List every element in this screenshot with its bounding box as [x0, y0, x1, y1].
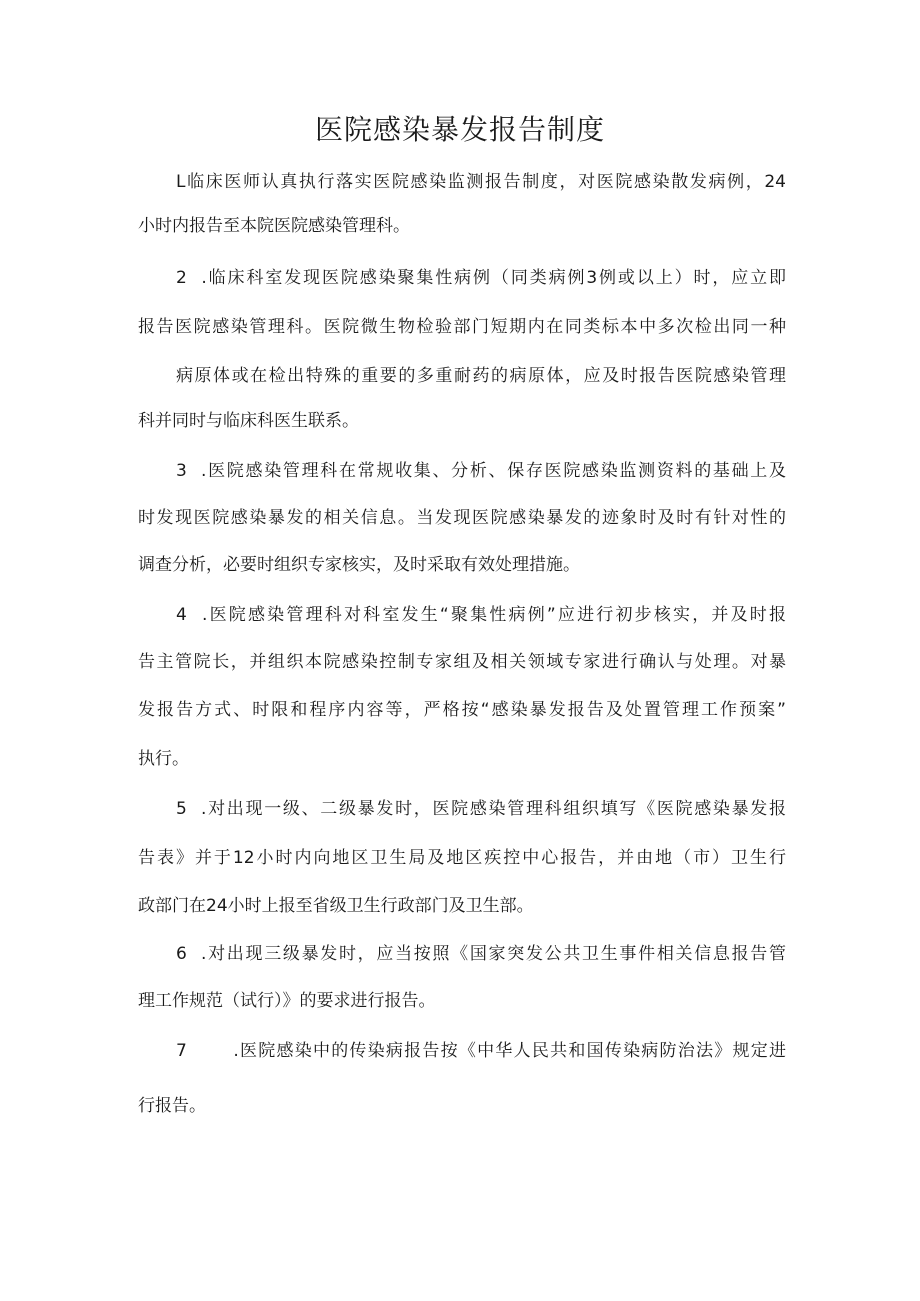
paragraph-2-line-2: 报告医院感染管理科。医院微生物检验部门短期内在同类标本中多次检出同一种: [138, 317, 786, 337]
paragraph-5-line-1: 5 .对出现一级、二级暴发时，医院感染管理科组织填写《医院感染暴发报: [176, 799, 786, 819]
paragraph-3-line-1: 3 .医院感染管理科在常规收集、分析、保存医院感染监测资料的基础上及: [176, 461, 786, 481]
paragraph-5-line-3: 政部门在24小时上报至省级卫生行政部门及卫生部。: [138, 896, 534, 916]
paragraph-2-line-3: 病原体或在检出特殊的重要的多重耐药的病原体，应及时报告医院感染管理: [176, 366, 786, 386]
paragraph-4-line-3: 发报告方式、时限和程序内容等，严格按“感染暴发报告及处置管理工作预案”: [138, 700, 786, 720]
paragraph-1-line-2: 小时内报告至本院医院感染管理科。: [138, 216, 410, 236]
paragraph-4-line-4: 执行。: [138, 749, 189, 769]
paragraph-6-line-2: 理工作规范（试行）》的要求进行报告。: [138, 991, 436, 1011]
paragraph-4-line-1: 4 .医院感染管理科对科室发生“聚集性病例”应进行初步核实，并及时报: [176, 605, 786, 625]
paragraph-6-line-1: 6 .对出现三级暴发时，应当按照《国家突发公共卫生事件相关信息报告管: [176, 944, 786, 964]
paragraph-1-line-1: L临床医师认真执行落实医院感染监测报告制度，对医院感染散发病例，24: [176, 172, 786, 192]
paragraph-5-line-2: 告表》并于12小时内向地区卫生局及地区疾控中心报告，并由地（市）卫生行: [138, 848, 786, 868]
document-title: 医院感染暴发报告制度: [314, 113, 605, 146]
paragraph-4-line-2: 告主管院长，并组织本院感染控制专家组及相关领域专家进行确认与处理。对暴: [138, 652, 786, 672]
paragraph-7-line-2: 行报告。: [138, 1096, 206, 1116]
paragraph-2-line-4: 科并同时与临床科医生联系。: [138, 411, 359, 431]
paragraph-3-line-3: 调查分析，必要时组织专家核实，及时采取有效处理措施。: [138, 555, 580, 575]
paragraph-2-line-1: 2 .临床科室发现医院感染聚集性病例（同类病例3例或以上）时，应立即: [176, 268, 786, 288]
paragraph-7-line-1: 7 .医院感染中的传染病报告按《中华人民共和国传染病防治法》规定进: [176, 1041, 786, 1061]
paragraph-3-line-2: 时发现医院感染暴发的相关信息。当发现医院感染暴发的迹象时及时有针对性的: [138, 508, 786, 528]
